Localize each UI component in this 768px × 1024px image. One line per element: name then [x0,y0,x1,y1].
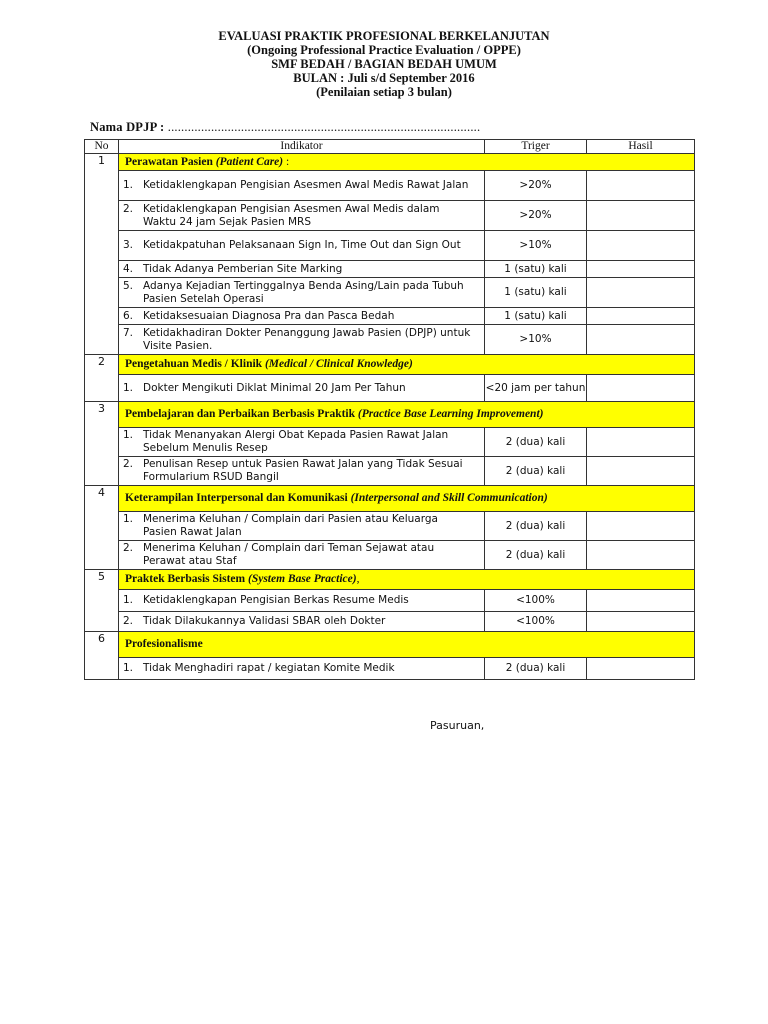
indicator-cell [119,308,485,325]
section-number: 3 [85,402,119,486]
section-row [85,402,695,428]
trigger-cell: 2 (dua) kali [485,428,587,457]
indicator-text: Tidak Adanya Pemberian Site Marking [143,262,343,275]
signature-place: Pasuruan, [430,719,485,732]
indicator-text: Tidak Menghadiri rapat / kegiatan Komite Medik [143,662,395,674]
hasil-input-cell[interactable] [587,658,695,680]
indicator-row [85,261,695,278]
hasil-input-cell[interactable] [587,171,695,201]
hasil-input-cell[interactable] [587,201,695,231]
indicator-number: 1. [123,662,134,674]
indicator-number: 4. [123,262,134,275]
indicator-cell [119,428,485,457]
indicator-text: Adanya Kejadian Tertinggalnya Benda Asing/Lain pada Tubuh Pasien Setelah Operasi [143,279,464,305]
hasil-input-cell[interactable] [587,231,695,261]
indicator-row [85,612,695,632]
section-title-suffix: : [283,155,290,168]
indicator-text: Penulisan Resep untuk Pasien Rawat Jalan yang Tidak Sesuai Formularium RSUD Bangil [143,458,463,483]
indicator-row [85,308,695,325]
indicator-row [85,457,695,486]
trigger-cell: <100% [485,590,587,612]
indicator-cell [119,541,485,570]
header-hasil: Hasil [587,140,695,154]
section-title-cell [119,154,695,171]
indicator-cell [119,457,485,486]
table-header-row [85,140,695,154]
indicator-number: 2. [123,458,134,470]
hasil-input-cell[interactable] [587,325,695,355]
header-triger: Triger [485,140,587,154]
section-title: Pembelajaran dan Perbaikan Berbasis Praktik [125,408,356,420]
indicator-row [85,201,695,231]
indicator-row [85,325,695,355]
indicator-row [85,541,695,570]
title-line-4: BULAN : Juli s/d September 2016 [293,71,475,85]
trigger-cell: <20 jam per tahun [485,375,587,402]
hasil-input-cell[interactable] [587,457,695,486]
title-line-3: SMF BEDAH / BAGIAN BEDAH UMUM [271,57,497,71]
hasil-input-cell[interactable] [587,612,695,632]
table-body [85,154,695,680]
indicator-text: Ketidakhadiran Dokter Penanggung Jawab Pasien (DPJP) untuk Visite Pasien. [143,326,471,352]
indicator-number: 1. [123,179,134,191]
section-title-english: (Practice Base Learning Improvement) [357,408,544,420]
indicator-row [85,658,695,680]
indicator-number: 2. [123,202,134,215]
indicator-cell [119,171,485,201]
section-title: Profesionalisme [125,638,203,650]
section-row [85,355,695,375]
section-title-cell [119,632,695,658]
indicator-cell [119,512,485,541]
trigger-cell: >10% [485,325,587,355]
header-no: No [85,140,119,154]
indicator-number: 6. [123,309,134,322]
indicator-row [85,375,695,402]
nama-dpjp-blank: .............................................................................................. [167,120,481,134]
indicator-cell [119,658,485,680]
section-title: Pengetahuan Medis / Klinik [125,358,263,370]
document-header [0,29,768,99]
trigger-cell: 1 (satu) kali [485,261,587,278]
indicator-number: 1. [123,594,134,606]
section-title: Praktek Berbasis Sistem [125,573,246,585]
section-number: 6 [85,632,119,680]
hasil-input-cell[interactable] [587,512,695,541]
section-number: 5 [85,570,119,632]
indicator-text: Menerima Keluhan / Complain dari Pasien atau Keluarga Pasien Rawat Jalan [143,513,438,538]
trigger-cell: 1 (satu) kali [485,278,587,308]
hasil-input-cell[interactable] [587,278,695,308]
trigger-cell: >20% [485,171,587,201]
section-row [85,154,695,171]
trigger-cell: 2 (dua) kali [485,512,587,541]
title-line-5: (Penilaian setiap 3 bulan) [316,85,452,99]
section-number: 2 [85,355,119,402]
section-row [85,632,695,658]
indicator-number: 1. [123,513,134,525]
indicator-cell [119,278,485,308]
section-row [85,570,695,590]
indicator-number: 1. [123,381,134,394]
indicator-number: 2. [123,615,134,627]
section-number: 4 [85,486,119,570]
indicator-cell [119,375,485,402]
indicator-text: Ketidaklengkapan Pengisian Asesmen Awal Medis Rawat Jalan [143,179,469,191]
hasil-input-cell[interactable] [587,590,695,612]
indicator-text: Ketidaklengkapan Pengisian Berkas Resume Medis [143,594,409,606]
title-line-2: (Ongoing Professional Practice Evaluation / OPPE) [247,43,521,57]
indicator-number: 1. [123,429,134,441]
indicator-cell [119,261,485,278]
indicator-cell [119,612,485,632]
section-title-english: (Interpersonal and Skill Communication) [350,492,548,504]
section-title-cell [119,355,695,375]
indicator-row [85,231,695,261]
section-title-cell [119,570,695,590]
nama-dpjp-label: Nama DPJP : [90,120,165,134]
nama-dpjp-field [90,120,480,135]
section-row [85,486,695,512]
indicator-row [85,171,695,201]
trigger-cell: <100% [485,612,587,632]
indicator-text: Ketidaksesuaian Diagnosa Pra dan Pasca Bedah [143,309,395,322]
section-title-cell [119,486,695,512]
section-title: Perawatan Pasien [125,155,213,168]
indicator-number: 2. [123,542,134,554]
trigger-cell: >10% [485,231,587,261]
trigger-cell: 1 (satu) kali [485,308,587,325]
trigger-cell: 2 (dua) kali [485,541,587,570]
indicator-number: 5. [123,279,134,292]
indicator-text: Ketidakpatuhan Pelaksanaan Sign In, Time Out dan Sign Out [143,239,461,251]
evaluation-table [84,139,695,680]
section-title-english: (Patient Care) [215,155,284,168]
indicator-text: Tidak Menanyakan Alergi Obat Kepada Pasien Rawat Jalan Sebelum Menulis Resep [143,429,449,454]
indicator-text: Tidak Dilakukannya Validasi SBAR oleh Dokter [143,615,386,627]
trigger-cell: 2 (dua) kali [485,658,587,680]
hasil-input-cell[interactable] [587,261,695,278]
indicator-text: Menerima Keluhan / Complain dari Teman Sejawat atau Perawat atau Staf [143,542,435,567]
indicator-row [85,428,695,457]
indicator-row [85,590,695,612]
section-title-cell [119,402,695,428]
hasil-input-cell[interactable] [587,375,695,402]
section-number: 1 [85,154,119,355]
indicator-cell [119,201,485,231]
hasil-input-cell[interactable] [587,541,695,570]
trigger-cell: >20% [485,201,587,231]
indicator-cell [119,325,485,355]
indicator-text: Ketidaklengkapan Pengisian Asesmen Awal Medis dalam Waktu 24 jam Sejak Pasien MRS [143,202,440,228]
indicator-number: 7. [123,326,134,339]
header-indikator: Indikator [119,140,485,154]
indicator-row [85,278,695,308]
section-title: Keterampilan Interpersonal dan Komunikasi [125,492,348,504]
hasil-input-cell[interactable] [587,308,695,325]
section-title-english: (System Base Practice) [247,573,357,585]
section-title-suffix: , [356,573,360,585]
indicator-text: Dokter Mengikuti Diklat Minimal 20 Jam Per Tahun [143,381,406,394]
indicator-row [85,512,695,541]
title-line-1: EVALUASI PRAKTIK PROFESIONAL BERKELANJUTAN [218,29,550,43]
hasil-input-cell[interactable] [587,428,695,457]
indicator-number: 3. [123,239,134,251]
indicator-cell [119,590,485,612]
section-title-english: (Medical / Clinical Knowledge) [264,358,413,370]
indicator-cell [119,231,485,261]
trigger-cell: 2 (dua) kali [485,457,587,486]
